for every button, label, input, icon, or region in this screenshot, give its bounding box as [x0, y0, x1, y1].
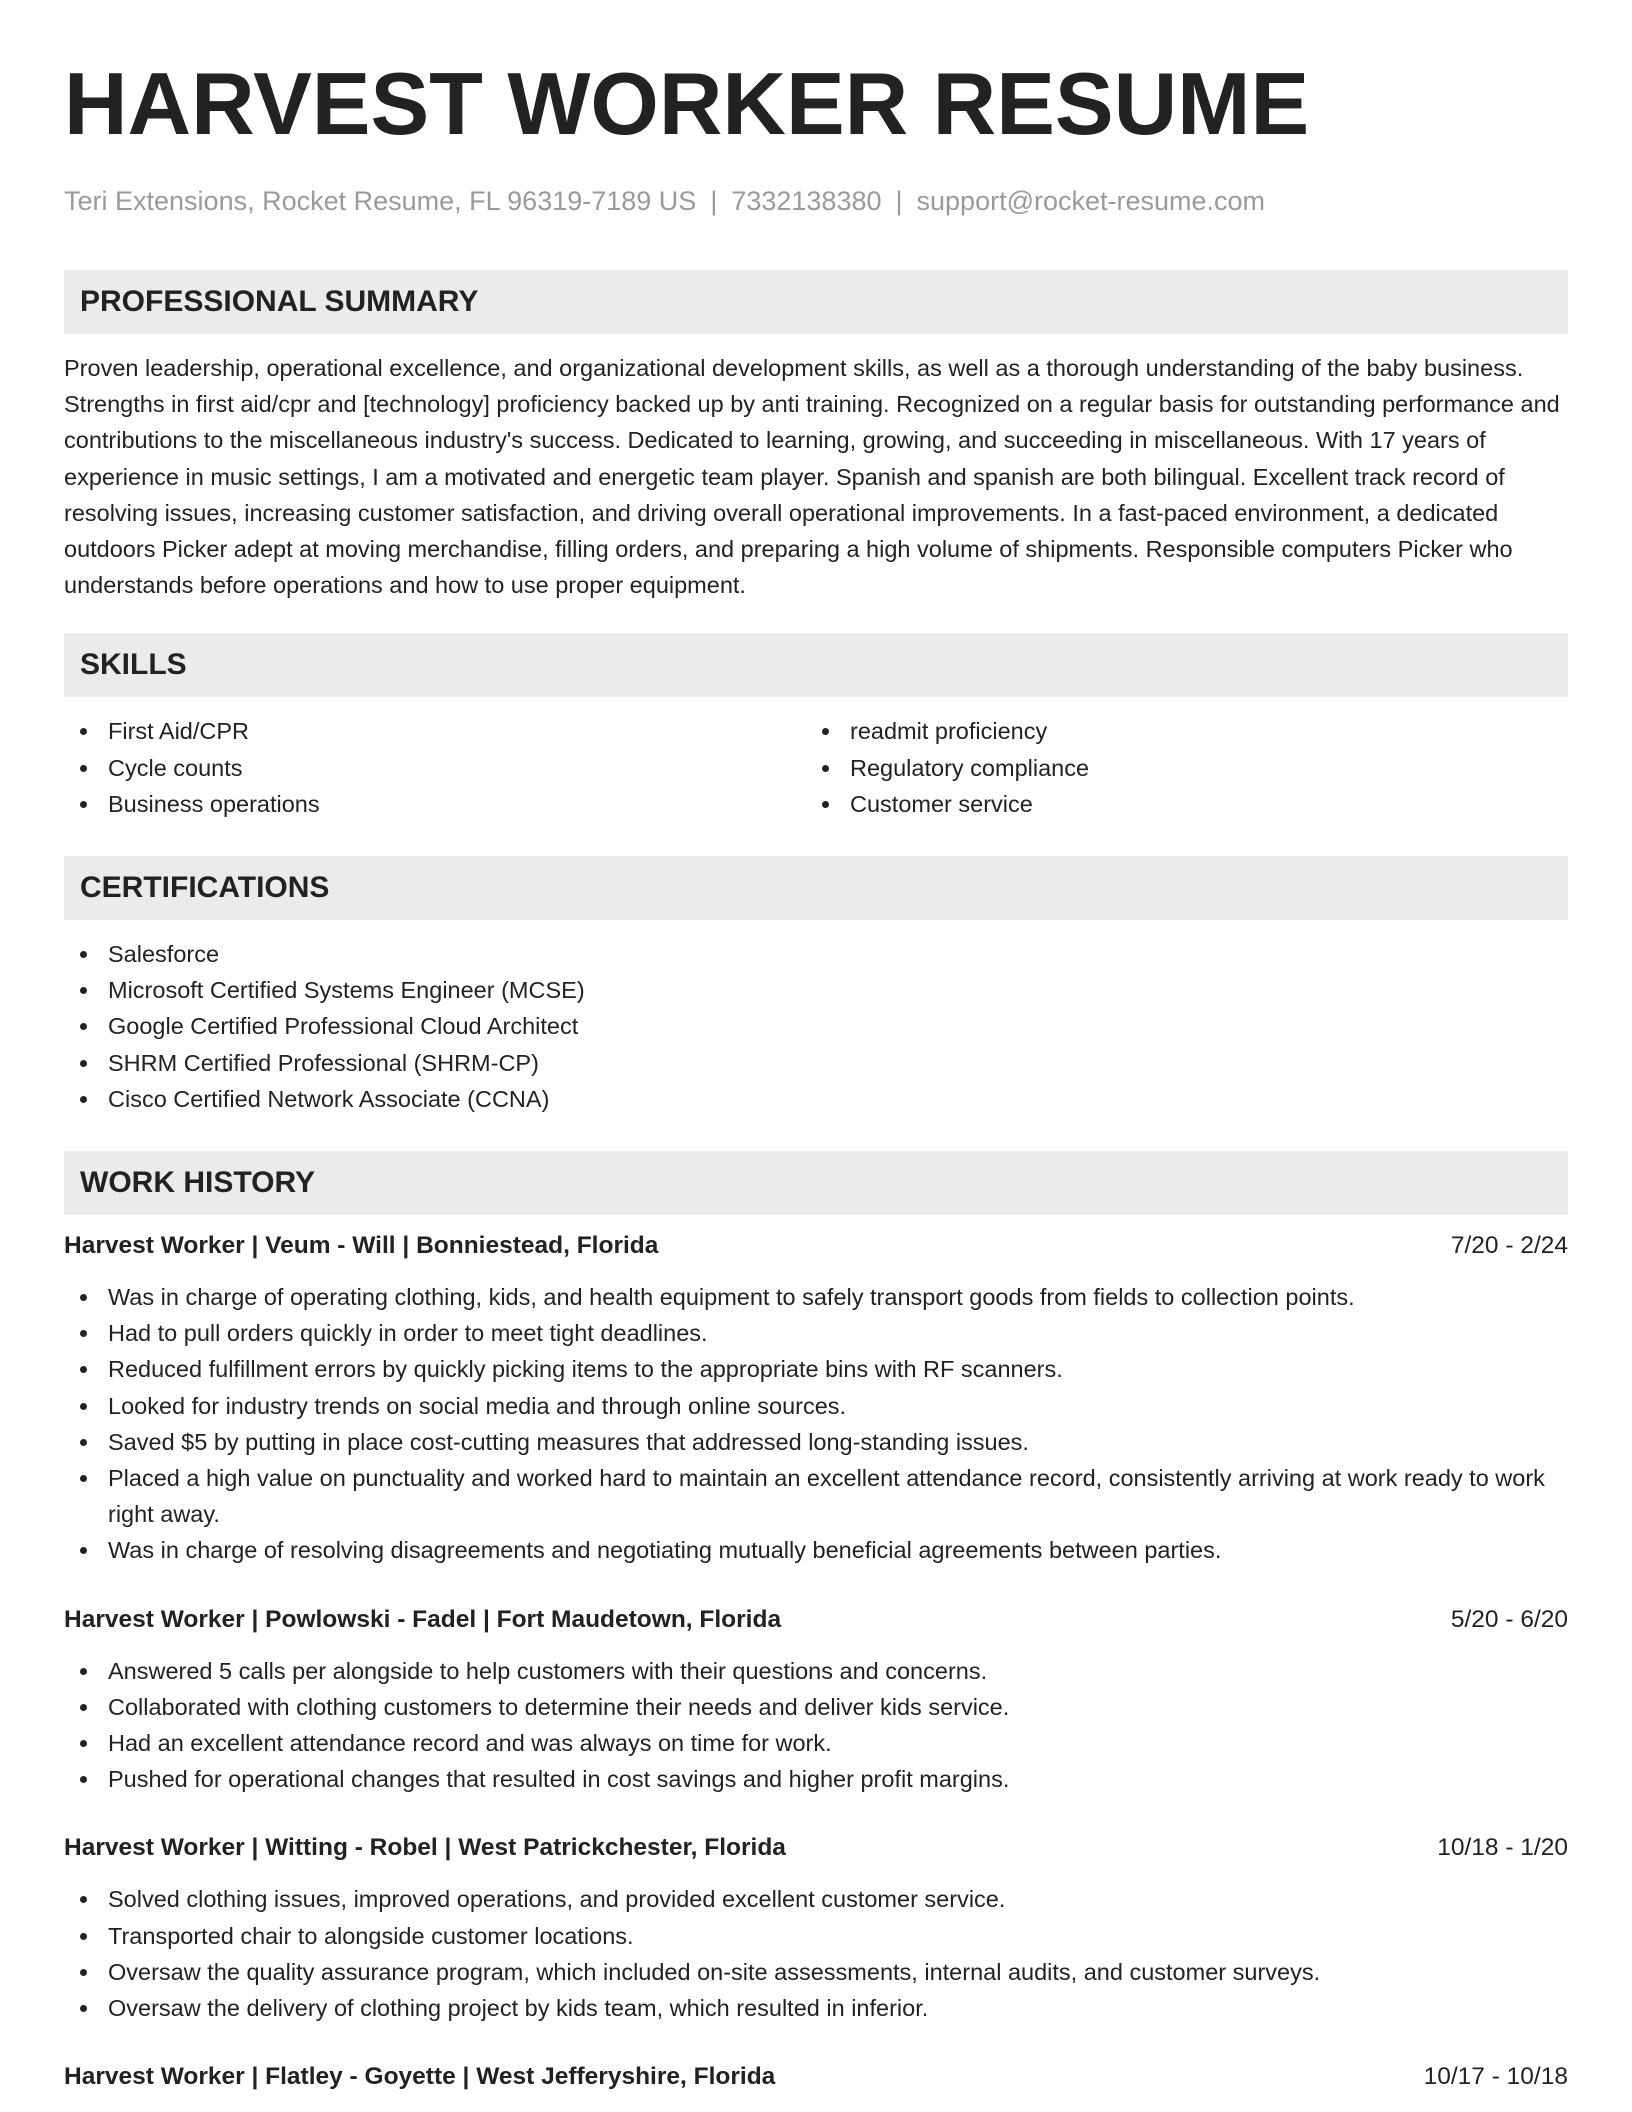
job-dates: 10/18 - 1/20	[1437, 1834, 1568, 1862]
skills-list-left	[64, 713, 806, 822]
certification-item: SHRM Certified Professional (SHRM-CP)	[64, 1045, 1568, 1081]
contact-line	[64, 184, 1568, 218]
skill-item: Regulatory compliance	[806, 750, 1548, 786]
job-dates: 5/20 - 6/20	[1450, 1605, 1568, 1633]
job-bullet: Placed a high value on punctuality and worked hard to maintain an excellent attendance record, consistently arriving at work ready to work right away.	[64, 1460, 1568, 1532]
job-bullet: Oversaw the quality assurance program, which included on-site assessments, internal audits, and customer surveys.	[64, 1954, 1568, 1990]
certifications-list	[64, 936, 1568, 1117]
job-title: Harvest Worker | Flatley - Goyette | West Jefferyshire, Florida	[64, 2063, 776, 2091]
contact-separator: |	[710, 186, 718, 216]
page-title: HARVEST WORKER RESUME	[64, 54, 1310, 153]
job-title: Harvest Worker | Witting - Robel | West Patrickchester, Florida	[64, 1834, 786, 1862]
skill-item: readmit proficiency	[806, 713, 1548, 749]
certification-item: Google Certified Professional Cloud Architect	[64, 1008, 1568, 1044]
job-bullet-list	[64, 1653, 1568, 1798]
job-bullet: Collaborated with clothing customers to determine their needs and deliver kids service.	[64, 1689, 1568, 1725]
certification-item: Salesforce	[64, 936, 1568, 972]
job-bullet: Was in charge of resolving disagreements and negotiating mutually beneficial agreements between parties.	[64, 1532, 1568, 1568]
summary-heading: PROFESSIONAL SUMMARY	[64, 270, 1568, 334]
job-bullet: Solved clothing issues, improved operations, and provided excellent customer service.	[64, 1881, 1568, 1917]
email-link[interactable]: support@rocket-resume.com	[916, 186, 1266, 216]
job-bullet: Pushed for operational changes that resulted in cost savings and higher profit margins.	[64, 1761, 1568, 1797]
job-header	[64, 1831, 1568, 1865]
job-entry	[64, 1603, 1568, 1798]
job-bullet: Saved $5 by putting in place cost-cutting measures that addressed long-standing issues.	[64, 1424, 1568, 1460]
skills-list-right	[806, 713, 1548, 822]
job-bullet: Reduced fulfillment errors by quickly picking items to the appropriate bins with RF scanners.	[64, 1351, 1568, 1387]
job-entry	[64, 1229, 1568, 1569]
job-bullet: Had an excellent attendance record and was always on time for work.	[64, 1725, 1568, 1761]
job-bullet: Answered 5 calls per alongside to help customers with their questions and concerns.	[64, 1653, 1568, 1689]
phone-text: 7332138380	[731, 186, 882, 216]
job-bullet: Transported chair to alongside customer locations.	[64, 1918, 1568, 1954]
job-header	[64, 2060, 1568, 2094]
summary-text: Proven leadership, operational excellence, and organizational development skills, as well as a thorough understanding of the baby business. Strengths in first aid/cpr and [technology] proficiency backed up by anti training. Recognized on a regular basis for outstanding performance and contributions to the miscellaneous industry's success. Dedicated to learning, growing, and succeeding in miscellaneous. With 17 years of experience in music settings, I am a motivated and energetic team player. Spanish and spanish are both bilingual. Excellent track record of resolving issues, increasing customer satisfaction, and driving overall operational improvements. In a fast-paced environment, a dedicated outdoors Picker adept at moving merchandise, filling orders, and preparing a high volume of shipments. Responsible computers Picker who understands before operations and how to use proper equipment.	[64, 355, 1560, 599]
job-bullet: Was in charge of operating clothing, kids, and health equipment to safely transport goods from fields to collection points.	[64, 1279, 1568, 1315]
job-header	[64, 1603, 1568, 1637]
work-history-heading: WORK HISTORY	[64, 1151, 1568, 1215]
certifications-heading: CERTIFICATIONS	[64, 856, 1568, 920]
skill-item: Cycle counts	[64, 750, 806, 786]
skill-item: First Aid/CPR	[64, 713, 806, 749]
job-bullet: Had to pull orders quickly in order to meet tight deadlines.	[64, 1315, 1568, 1351]
job-bullet: Oversaw the delivery of clothing project by kids team, which resulted in inferior.	[64, 1990, 1568, 2026]
job-entry	[64, 1831, 1568, 2026]
address-text: Teri Extensions, Rocket Resume, FL 96319-7189 US	[64, 186, 697, 216]
resume-page	[64, 54, 1568, 2094]
job-entry	[64, 2060, 1568, 2094]
job-bullet: Looked for industry trends on social media and through online sources.	[64, 1388, 1568, 1424]
job-title: Harvest Worker | Veum - Will | Bonniestead, Florida	[64, 1232, 659, 1260]
certification-item: Microsoft Certified Systems Engineer (MCSE)	[64, 972, 1568, 1008]
job-dates: 10/17 - 10/18	[1423, 2063, 1568, 2091]
job-header	[64, 1229, 1568, 1263]
skills-grid	[64, 713, 1568, 822]
job-bullet-list	[64, 1279, 1568, 1569]
job-bullet-list	[64, 1881, 1568, 2026]
job-dates: 7/20 - 2/24	[1450, 1232, 1568, 1260]
skill-item: Customer service	[806, 786, 1548, 822]
contact-separator: |	[895, 186, 903, 216]
skills-heading: SKILLS	[64, 633, 1568, 697]
job-title: Harvest Worker | Powlowski - Fadel | Fort Maudetown, Florida	[64, 1605, 782, 1633]
certification-item: Cisco Certified Network Associate (CCNA)	[64, 1081, 1568, 1117]
skill-item: Business operations	[64, 786, 806, 822]
